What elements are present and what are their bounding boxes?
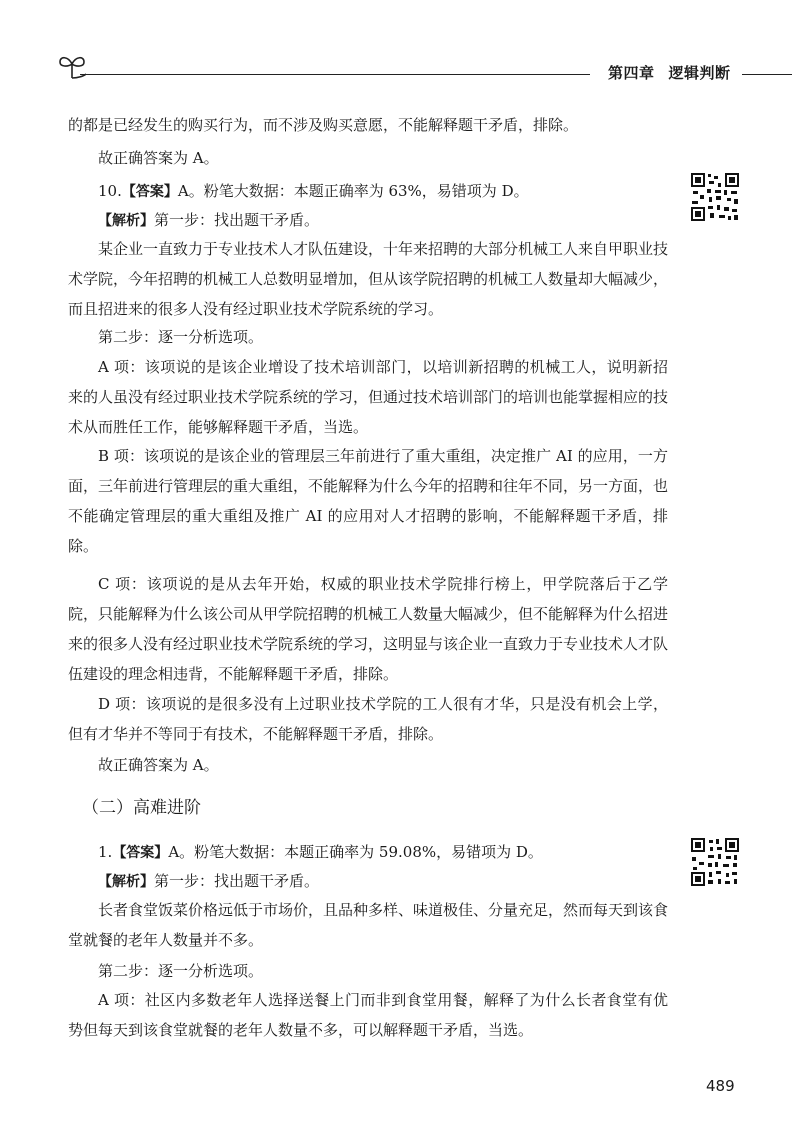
analysis-text: 第一步：找出题干矛盾。 bbox=[154, 211, 320, 229]
analysis-label: 【解析】 bbox=[98, 213, 154, 229]
paragraph: C 项：该项说的是从去年开始，权威的职业技术学院排行榜上，甲学院落后于乙学院，只能解释为什么该公司从甲学院招聘的机械工人数量大幅减少，但不能解释为什么招进来的很多人没有经过职业技术学院系统的学习，这明显与该企业一直致力于专业技术人才队伍建设的理念相违背，不能解释题干矛盾，排除。 bbox=[68, 575, 669, 683]
paragraph: 第二步：逐一分析选项。 bbox=[98, 328, 264, 346]
answer-text: A。粉笔大数据：本题正确率为 59.08%，易错项为 D。 bbox=[168, 843, 543, 861]
answer-label: 【答案】 bbox=[112, 845, 169, 861]
question-number: 10. bbox=[98, 182, 122, 200]
paragraph: 故正确答案为 A。 bbox=[98, 756, 219, 774]
answer-label: 【答案】 bbox=[121, 184, 178, 200]
sprout-icon bbox=[58, 54, 86, 80]
qr-code-icon[interactable] bbox=[690, 172, 740, 222]
section-heading: （二）高难进阶 bbox=[82, 798, 201, 818]
analysis-text: 第一步：找出题干矛盾。 bbox=[154, 872, 320, 890]
running-header bbox=[608, 62, 745, 83]
chapter-label: 第四章 bbox=[608, 64, 655, 82]
paragraph: 第二步：逐一分析选项。 bbox=[98, 962, 264, 980]
page-number: 489 bbox=[706, 1077, 735, 1095]
chapter-title: 逻辑判断 bbox=[668, 64, 731, 82]
answer-line bbox=[68, 837, 668, 868]
question-number: 1. bbox=[98, 843, 113, 861]
paragraph: 长者食堂饭菜价格远低于市场价，且品种多样、味道极佳、分量充足，然而每天到该食堂就餐的老年人数量并不多。 bbox=[68, 901, 669, 949]
analysis-line bbox=[68, 866, 668, 897]
analysis-line bbox=[68, 205, 668, 236]
paragraph: 某企业一直致力于专业技术人才队伍建设，十年来招聘的大部分机械工人来自甲职业技术学院，今年招聘的机械工人总数明显增加，但从该学院招聘的机械工人数量却大幅减少，而且招进来的很多人没有经过职业技术学院系统的学习。 bbox=[68, 240, 669, 318]
answer-line bbox=[68, 176, 668, 207]
paragraph: 的都是已经发生的购买行为，而不涉及购买意愿，不能解释题干矛盾，排除。 bbox=[68, 116, 579, 134]
paragraph: A 项：社区内多数老年人选择送餐上门而非到食堂用餐，解释了为什么长者食堂有优势但每天到该食堂就餐的老年人数量不多，可以解释题干矛盾，当选。 bbox=[68, 991, 668, 1039]
qr-code-icon[interactable] bbox=[690, 837, 740, 887]
header-rule-right bbox=[742, 74, 792, 75]
header-rule bbox=[80, 74, 590, 75]
paragraph: A 项：该项说的是该企业增设了技术培训部门，以培训新招聘的机械工人，说明新招来的人虽没有经过职业技术学院系统的学习，但通过技术培训部门的培训也能掌握相应的技术从而胜任工作，能够解释题干矛盾，当选。 bbox=[68, 358, 669, 436]
paragraph: B 项：该项说的是该企业的管理层三年前进行了重大重组，决定推广 AI 的应用，一方面，三年前进行管理层的重大重组，不能解释为什么今年的招聘和往年不同，另一方面，也不能确定管理层的重大重组及推广 AI 的应用对人才招聘的影响，不能解释题干矛盾，排除。 bbox=[68, 447, 669, 555]
answer-text: A。粉笔大数据：本题正确率为 63%，易错项为 D。 bbox=[177, 182, 529, 200]
analysis-label: 【解析】 bbox=[98, 874, 154, 890]
paragraph: 故正确答案为 A。 bbox=[98, 149, 219, 167]
paragraph: D 项：该项说的是很多没有上过职业技术学院的工人很有才华，只是没有机会上学，但有才华并不等同于有技术，不能解释题干矛盾，排除。 bbox=[68, 695, 668, 743]
